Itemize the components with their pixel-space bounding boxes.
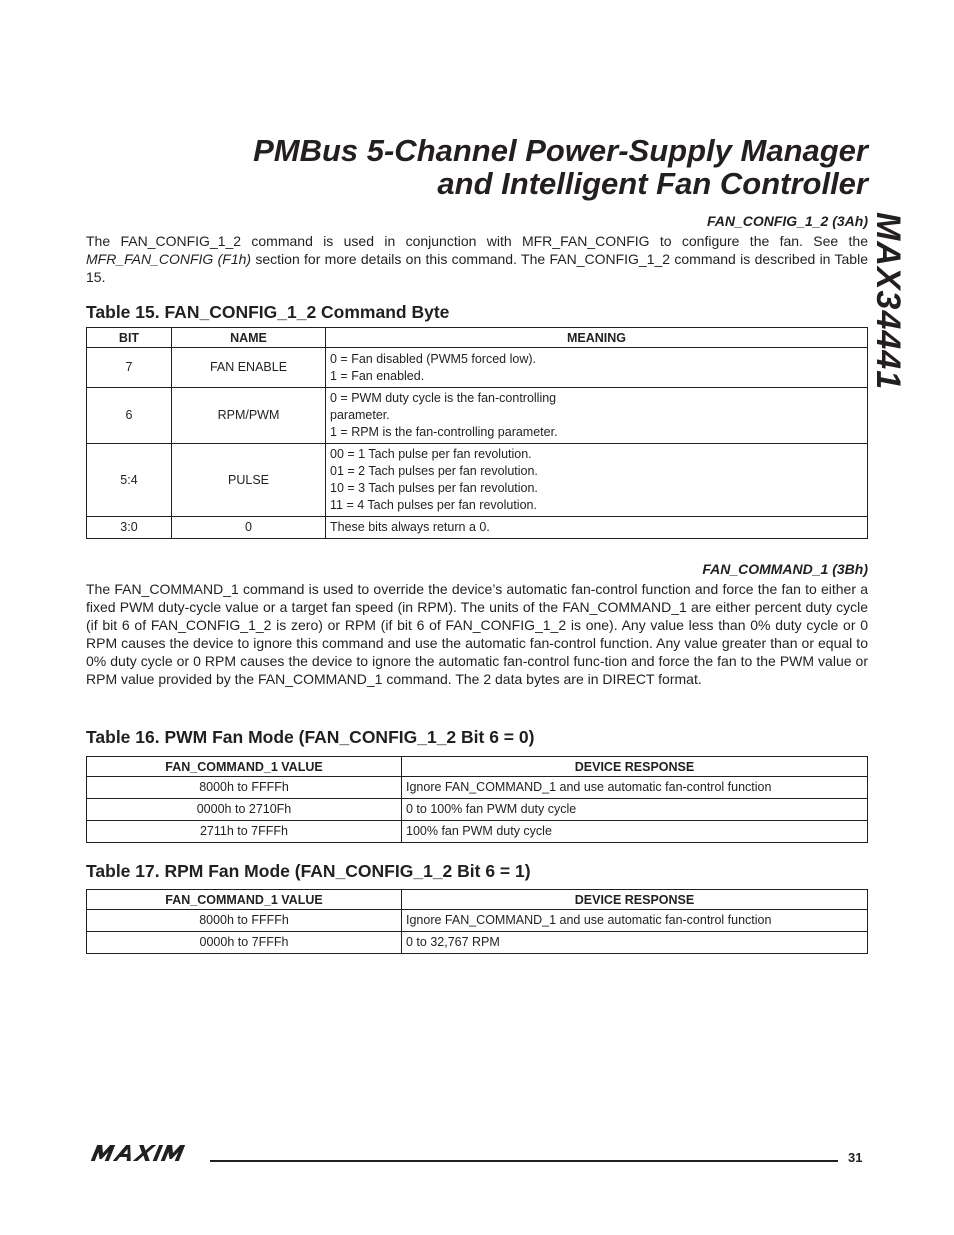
table-cell-value: 8000h to FFFFh (87, 777, 402, 799)
title-line-2: and Intelligent Fan Controller (437, 166, 868, 201)
table-cell-bit: 6 (87, 388, 172, 444)
table-cell-response: Ignore FAN_COMMAND_1 and use automatic fan-control function (402, 777, 868, 799)
table-cell-value: 0000h to 2710Fh (87, 799, 402, 821)
para-text-a: The FAN_CONFIG_1_2 command is used in conjunction with MFR_FAN_CONFIG to configure the fan. See the (86, 233, 868, 249)
meaning-line: 00 = 1 Tach pulse per fan revolution. (330, 447, 532, 461)
table-row (87, 821, 868, 843)
section-heading-fan-config: FAN_CONFIG_1_2 (3Ah) (706, 213, 868, 229)
meaning-line: 1 = Fan enabled. (330, 368, 425, 383)
table-17 (86, 889, 868, 954)
table-17-title: Table 17. RPM Fan Mode (FAN_CONFIG_1_2 Bit 6 = 1) (86, 861, 531, 881)
table-cell-name: FAN ENABLE (172, 348, 326, 388)
table-row (87, 932, 868, 954)
column-header-response: DEVICE RESPONSE (402, 757, 868, 777)
meaning-line: These bits always return a 0. (330, 520, 490, 534)
table-cell-response: 100% fan PWM duty cycle (402, 821, 868, 843)
page-title (253, 134, 868, 200)
meaning-line: 10 = 3 Tach pulses per fan revolution. (330, 481, 538, 495)
table-cell-meaning (326, 444, 868, 517)
column-header-bit: BIT (87, 328, 172, 348)
table-row (87, 777, 868, 799)
footer-rule (210, 1160, 838, 1162)
column-header-name: NAME (172, 328, 326, 348)
table-row (87, 799, 868, 821)
section-paragraph-fan-config (86, 232, 868, 286)
table-cell-response: 0 to 100% fan PWM duty cycle (402, 799, 868, 821)
table-16 (86, 756, 868, 843)
table-cell-name: PULSE (172, 444, 326, 517)
meaning-line: parameter. (330, 408, 390, 422)
meaning-line: 1 = RPM is the fan-controlling parameter. (330, 425, 558, 439)
table-row (87, 444, 868, 517)
meaning-line: 01 = 2 Tach pulses per fan revolution. (330, 464, 538, 478)
table-15 (86, 327, 868, 539)
table-cell-meaning (326, 348, 868, 388)
section-paragraph-fan-command: The FAN_COMMAND_1 command is used to override the device’s automatic fan-control function and force the fan to either a fixed PWM duty-cycle value or a target fan speed (in RPM). The units of the FAN_COMMAND_1 are either percent duty cycle (if bit 6 of FAN_CONFIG_1_2 is zero) or RPM (if bit 6 of FAN_CONFIG_1_2 is one). Any value less than 0% duty cycle or 0 RPM causes the device to ignore this command and use the automatic fan-control function. Any value greater than or equal to 0% duty cycle or 0 RPM causes the device to ignore the automatic fan-control func-tion and force the fan to the PWM value or RPM value provided by the FAN_COMMAND_1 command. The 2 data bytes are in DIRECT format. (86, 581, 868, 687)
column-header-response: DEVICE RESPONSE (402, 890, 868, 910)
side-part-number: MAX34441 (869, 212, 907, 391)
table-cell-value: 0000h to 7FFFh (87, 932, 402, 954)
page-number: 31 (848, 1150, 863, 1165)
table-cell-name: RPM/PWM (172, 388, 326, 444)
table-row (87, 910, 868, 932)
table-cell-bit: 7 (87, 348, 172, 388)
para-text-b: section for more details on this command. The FAN_CONFIG_1_2 command is described in Table 15. (86, 251, 868, 285)
table-row (87, 388, 868, 444)
title-line-1: PMBus 5-Channel Power-Supply Manager (253, 133, 868, 168)
table-cell-response: 0 to 32,767 RPM (402, 932, 868, 954)
table-16-title: Table 16. PWM Fan Mode (FAN_CONFIG_1_2 Bit 6 = 0) (86, 727, 535, 747)
table-cell-name: 0 (172, 517, 326, 539)
column-header-value: FAN_COMMAND_1 VALUE (87, 890, 402, 910)
table-cell-bit: 3:0 (87, 517, 172, 539)
table-row (87, 348, 868, 388)
table-cell-meaning (326, 517, 868, 539)
table-15-title: Table 15. FAN_CONFIG_1_2 Command Byte (86, 302, 450, 322)
maxim-logo (88, 1143, 202, 1168)
table-cell-meaning (326, 388, 868, 444)
table-cell-value: 2711h to 7FFFh (87, 821, 402, 843)
table-cell-bit: 5:4 (87, 444, 172, 517)
column-header-value: FAN_COMMAND_1 VALUE (87, 757, 402, 777)
meaning-line: 11 = 4 Tach pulses per fan revolution. (330, 498, 537, 512)
section-heading-fan-command: FAN_COMMAND_1 (3Bh) (702, 561, 868, 577)
table-row (87, 517, 868, 539)
table-cell-response: Ignore FAN_COMMAND_1 and use automatic fan-control function (402, 910, 868, 932)
meaning-line: 0 = PWM duty cycle is the fan-controlling (330, 391, 557, 405)
column-header-meaning: MEANING (326, 328, 868, 348)
section-reference: MFR_FAN_CONFIG (F1h) (86, 251, 252, 267)
table-cell-value: 8000h to FFFFh (87, 910, 402, 932)
meaning-line: 0 = Fan disabled (PWM5 forced low). (330, 351, 536, 366)
